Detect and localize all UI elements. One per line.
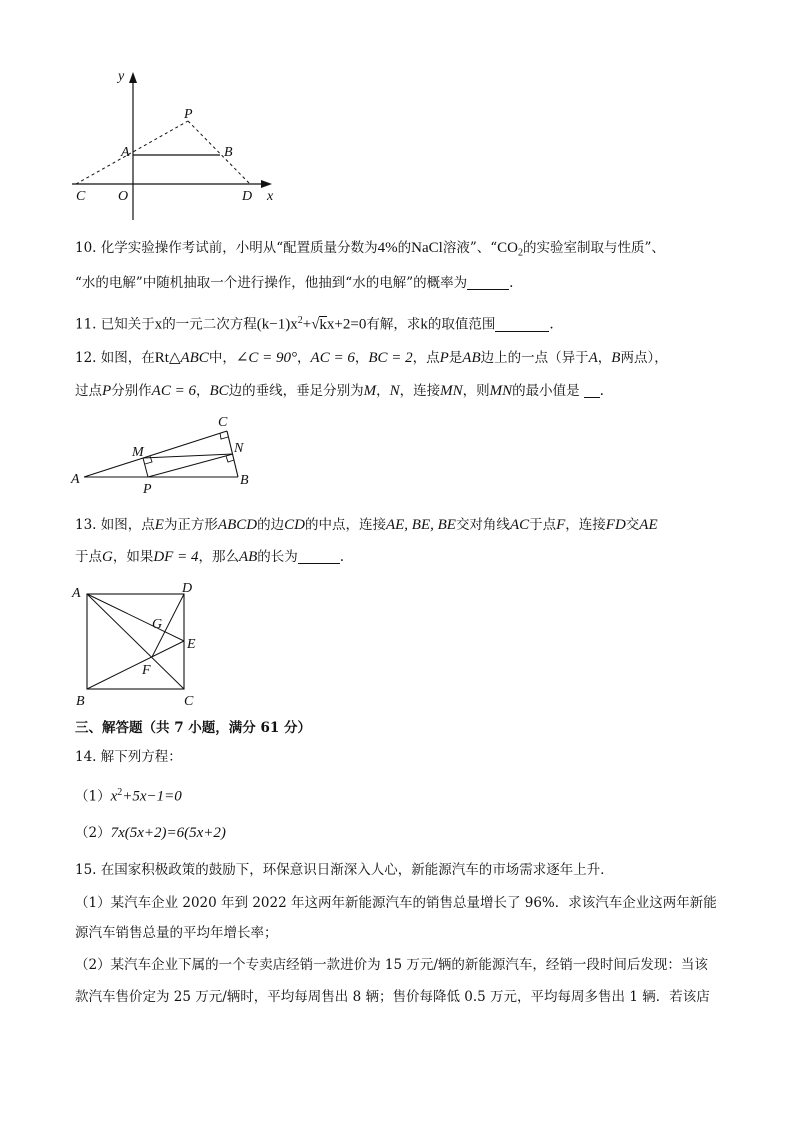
- q12-line1: 12. 如图，在Rt△ABC中，∠C = 90°，AC = 6，BC = 2，点P是AB边上的一点（异于A，B两点），: [75, 350, 668, 366]
- segment-PD: [188, 121, 250, 184]
- label-D: D: [182, 581, 193, 596]
- label-F: F: [142, 663, 151, 678]
- segment-AC: [84, 431, 227, 477]
- label-P: P: [143, 482, 152, 497]
- figure-coordinate-triangle: [60, 60, 290, 220]
- label-x: x: [267, 189, 274, 204]
- right-angle-mark-C: [220, 433, 228, 439]
- q15-line3: 源汽车销售总量的平均年增长率；: [75, 925, 278, 941]
- q15-line5: 款汽车售价定为 25 万元/辆时，平均每周售出 8 辆；售价每降低 0.5 万元，平均每周多售出 1 辆．若该店: [75, 989, 710, 1005]
- label-D: D: [242, 189, 253, 204]
- label-E: E: [187, 637, 196, 652]
- label-A: A: [71, 472, 80, 487]
- label-C: C: [76, 189, 86, 204]
- sqrt-icon: √: [311, 316, 320, 333]
- q11-line: 11. 已知关于x的一元二次方程$(k-1)x^2+√kx+2=0$有解，求k的取值范围 .: [75, 315, 554, 333]
- label-M: M: [132, 445, 144, 460]
- label-C: C: [184, 694, 194, 708]
- label-C: C: [218, 415, 228, 430]
- figure-right-triangle: [66, 410, 266, 500]
- answer-blank[interactable]: [298, 549, 340, 564]
- q15-line1: 15. 在国家积极政策的鼓励下，环保意识日渐深入人心，新能源汽车的市场需求逐年上升．: [75, 862, 614, 878]
- label-O: O: [118, 189, 129, 204]
- label-B: B: [76, 694, 85, 708]
- q13-line1: 13. 如图，点E为正方形ABCD的边CD的中点，连接AE, BE, BE交对角线AC于点F，连接FD交AE: [75, 517, 658, 533]
- label-A: A: [72, 586, 81, 601]
- answer-blank[interactable]: [495, 317, 549, 332]
- segment-AE: [87, 594, 184, 641]
- q13-line2: 于点G，如果DF = 4，那么AB的长为 .: [75, 549, 345, 565]
- segment-BE: [87, 641, 184, 689]
- q10-line2: “水的电解”中随机抽取一个进行操作，他抽到“水的电解”的概率为 .: [75, 275, 514, 291]
- label-N: N: [234, 441, 244, 456]
- diagonal-AC: [87, 594, 184, 689]
- q14-part1: $(1)x^2+5x-1=0$: [75, 787, 182, 805]
- segment-PM: [143, 458, 148, 477]
- label-G: G: [152, 617, 163, 632]
- y-axis-arrow-icon: [129, 72, 137, 83]
- q15-line2: （1）某汽车企业 2020 年到 2022 年这两年新能源汽车的销售总量增长了 96%．求该汽车企业这两年新能: [75, 895, 717, 911]
- x-axis-arrow-icon: [261, 180, 272, 188]
- q12-line2: 过点P分别作AC = 6，BC边的垂线，垂足分别为M，N，连接MN，则MN的最小值是 .: [75, 383, 604, 399]
- segment-CP: [76, 121, 188, 184]
- label-B: B: [240, 473, 249, 488]
- section-heading: 三、解答题（共 7 小题，满分 61 分）: [75, 720, 311, 736]
- answer-blank[interactable]: [467, 275, 509, 290]
- answer-blank[interactable]: [584, 383, 600, 398]
- q15-line4: （2）某汽车企业下属的一个专卖店经销一款进价为 15 万元/辆的新能源汽车，经销一段时间后发现：当该: [75, 957, 708, 973]
- label-y: y: [118, 69, 125, 84]
- q14-part2: （2）7x(5x+2)=6(5x+2): [75, 825, 226, 841]
- q10-line1: 10. 化学实验操作考试前，小明从“配置质量分数为4%的NaCl溶液”、“$CO_2$的实验室制取与性质”、: [75, 240, 665, 259]
- figure-square: [66, 578, 206, 708]
- label-A: A: [121, 145, 130, 160]
- q14-title: 14. 解下列方程：: [75, 749, 182, 765]
- label-B: B: [224, 145, 233, 160]
- label-P: P: [184, 107, 193, 122]
